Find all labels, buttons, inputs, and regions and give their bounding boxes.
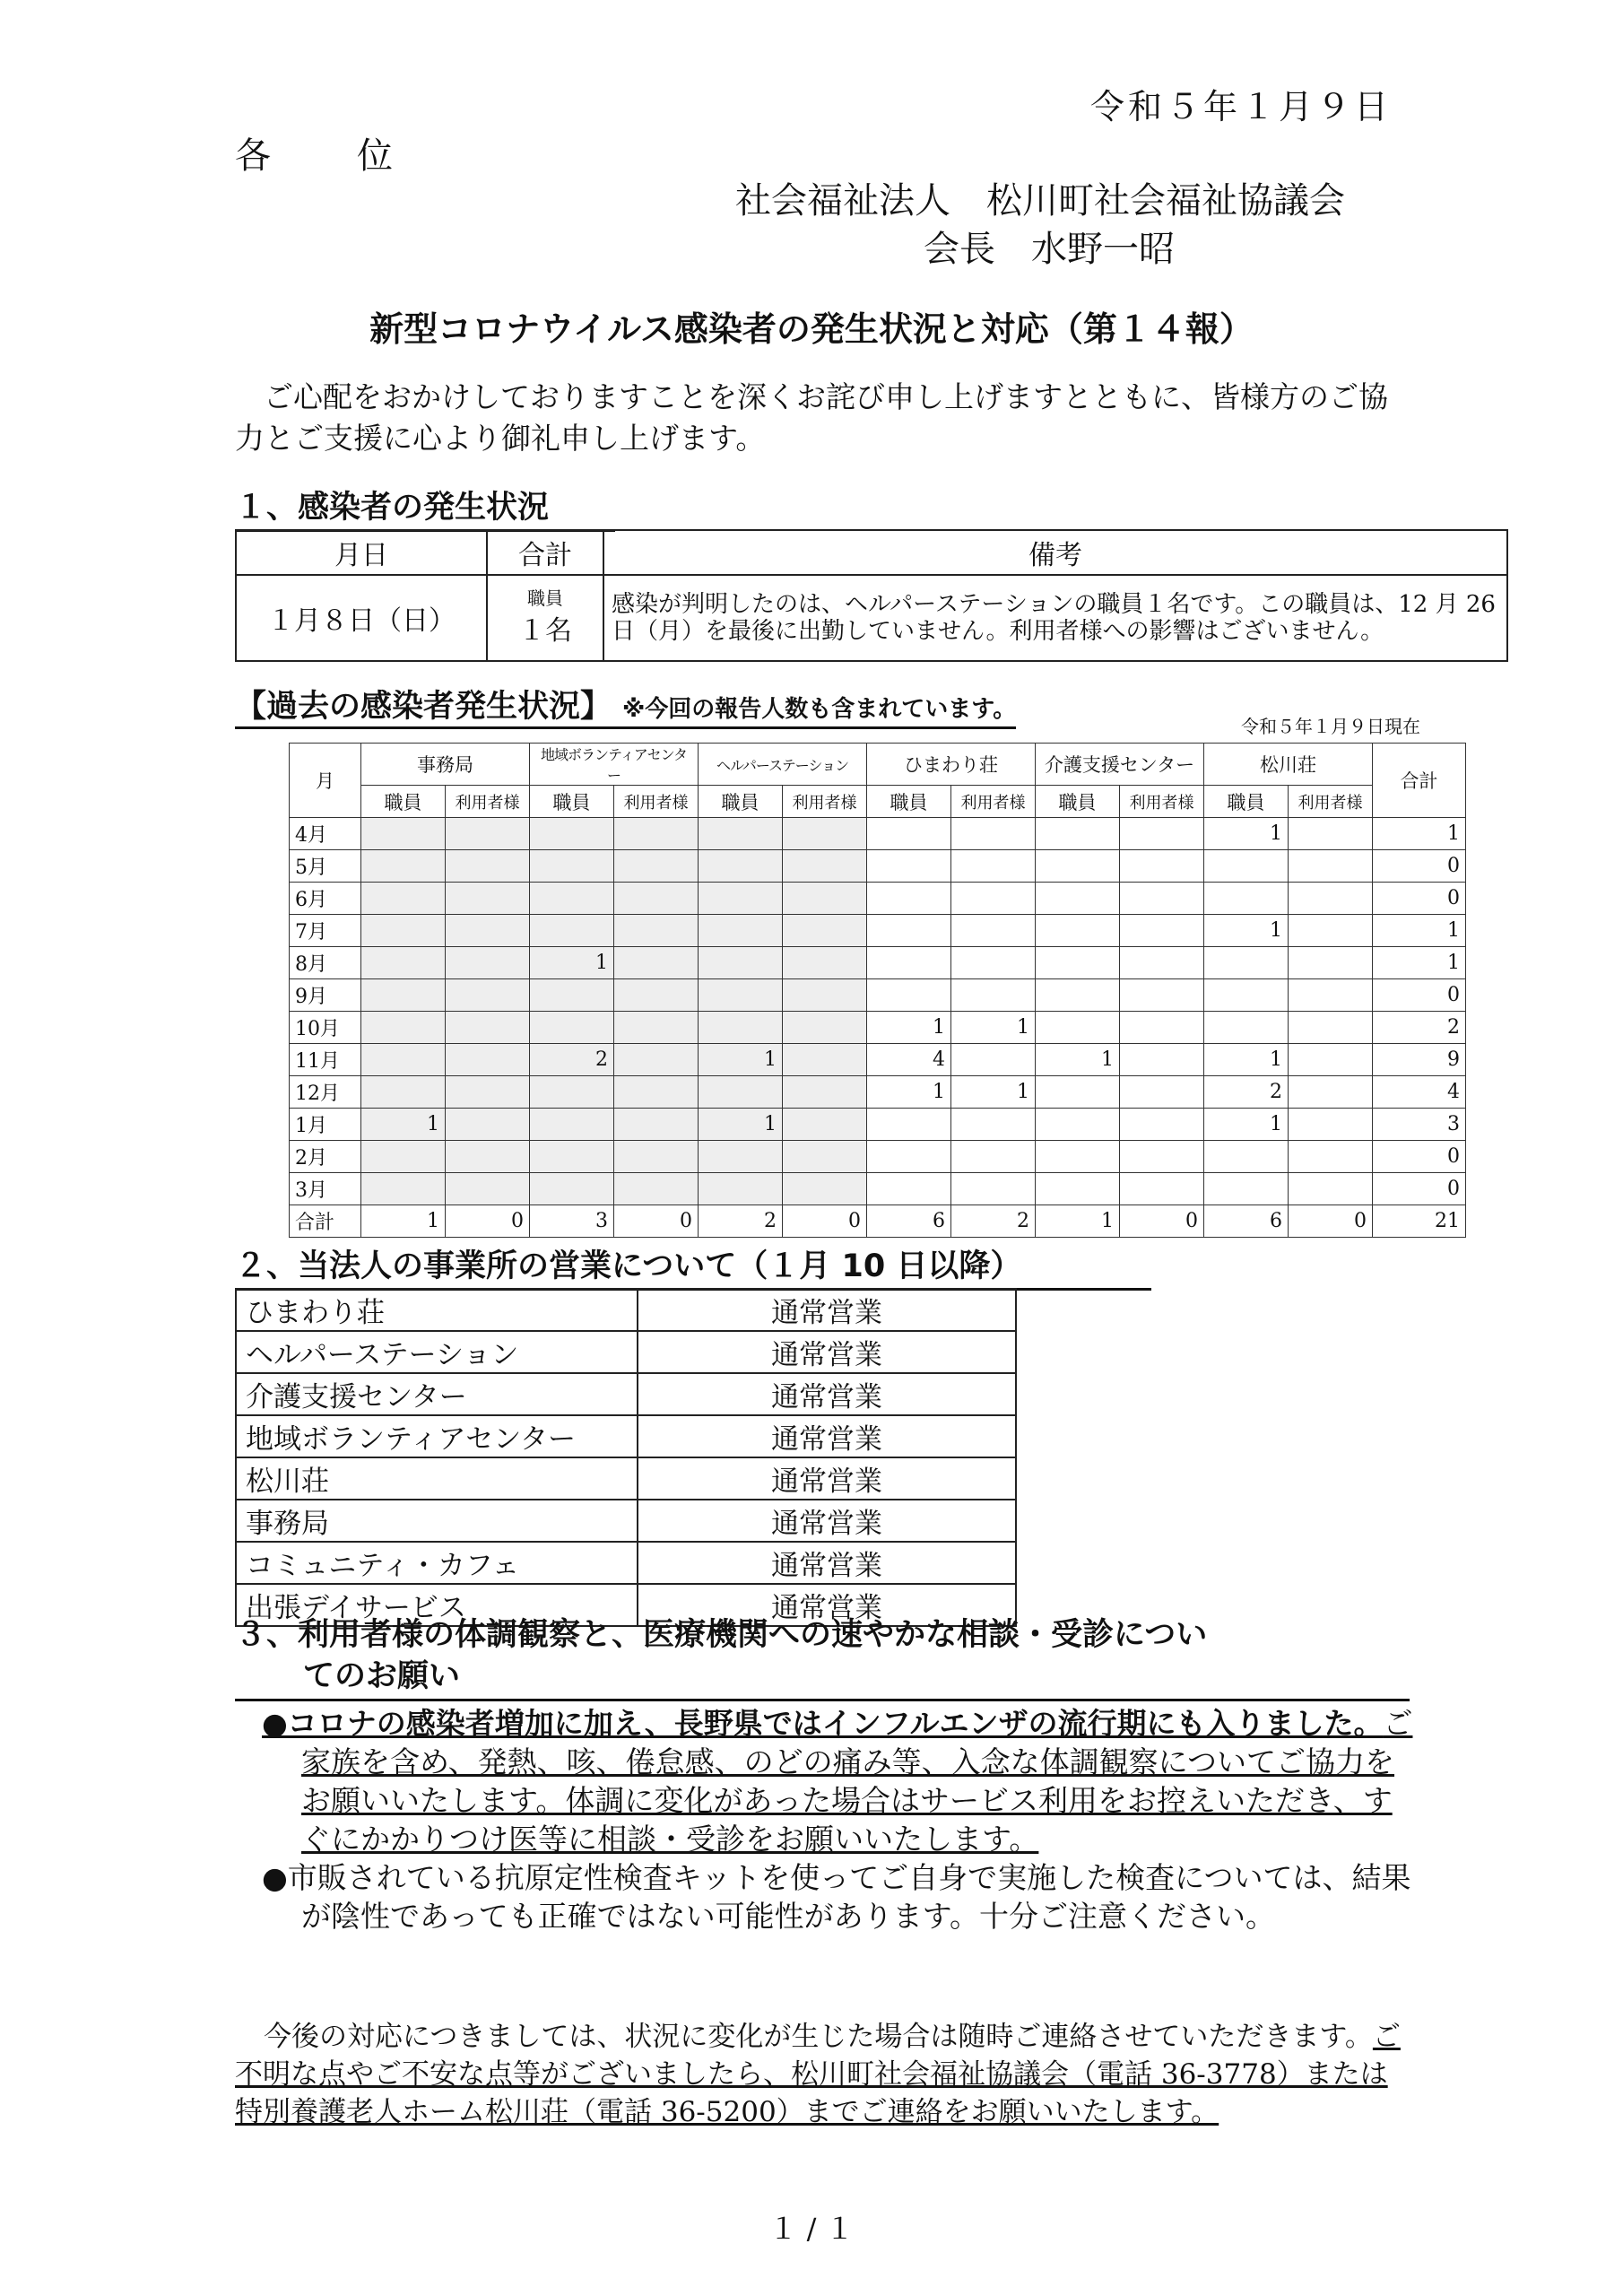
table-row (236, 1457, 1016, 1500)
table-row (236, 1542, 1016, 1584)
count-cell (614, 883, 699, 915)
table-row (290, 850, 1466, 883)
table-row (236, 1289, 1016, 1331)
count-cell (530, 1173, 614, 1205)
count-cell (361, 979, 446, 1012)
count-cell (867, 1109, 951, 1141)
section1-heading: １、感染者の発生状況 (235, 483, 615, 532)
facility-header: ひまわり荘 (867, 744, 1036, 786)
count-cell (361, 883, 446, 915)
count-cell (1036, 915, 1120, 947)
count-cell (614, 1012, 699, 1044)
facility-name: ひまわり荘 (236, 1289, 638, 1331)
row-total-cell: 1 (1373, 915, 1466, 947)
count-cell: 1 (1036, 1205, 1120, 1238)
month-cell: 10月 (290, 1012, 361, 1044)
month-header: 月 (290, 744, 361, 818)
count-cell (867, 883, 951, 915)
count-cell (951, 1109, 1036, 1141)
user-subheader: 利用者様 (1289, 786, 1373, 818)
count-cell (614, 1173, 699, 1205)
count-cell (867, 1173, 951, 1205)
business-status: 通常営業 (638, 1373, 1016, 1415)
count-cell (1289, 1141, 1373, 1173)
table-row (290, 1012, 1466, 1044)
col-header-total: 合計 (487, 530, 603, 575)
facility-name: コミュニティ・カフェ (236, 1542, 638, 1584)
count-cell (614, 1044, 699, 1076)
user-subheader: 利用者様 (1120, 786, 1204, 818)
row-total-cell: 2 (1373, 1012, 1466, 1044)
count-cell: 0 (446, 1205, 530, 1238)
table-row (290, 915, 1466, 947)
count-cell (699, 979, 783, 1012)
count-cell (446, 818, 530, 850)
col-header-date: 月日 (236, 530, 487, 575)
subheader-row (290, 786, 1466, 818)
bullet1-text: ご家族を含め、発熱、咳、倦怠感、のどの痛み等、入念な体調観察についてご協力をお願いいたします。体調に変化があった場合はサービス利用をお控えいただき、すぐにかかりつけ医等に相談・受診をお願いいたします。 (301, 1706, 1413, 1857)
user-subheader: 利用者様 (951, 786, 1036, 818)
count-cell (614, 818, 699, 850)
infection-count-label: 職員 (527, 587, 563, 609)
section3-heading-line2: てのお願い (303, 1658, 461, 1694)
count-cell (1289, 1044, 1373, 1076)
count-cell (446, 1173, 530, 1205)
count-cell (1204, 979, 1289, 1012)
count-cell: 0 (614, 1205, 699, 1238)
row-total-cell: 0 (1373, 883, 1466, 915)
business-status: 通常営業 (638, 1457, 1016, 1500)
row-total-cell: 0 (1373, 1141, 1466, 1173)
count-cell (867, 818, 951, 850)
count-cell (699, 915, 783, 947)
month-cell: 8月 (290, 947, 361, 979)
count-cell (446, 1044, 530, 1076)
count-cell (530, 1012, 614, 1044)
business-status: 通常営業 (638, 1542, 1016, 1584)
row-total-cell: 9 (1373, 1044, 1466, 1076)
count-cell (1289, 1012, 1373, 1044)
count-cell (699, 850, 783, 883)
count-cell (1289, 1109, 1373, 1141)
chairman-name: 会長 水野一昭 (924, 229, 1175, 270)
document-date: 令和５年１月９日 (1089, 87, 1392, 126)
infection-note: 感染が判明したのは、ヘルパーステーションの職員１名です。この職員は、12 月 26 日（月）を最後に出勤していません。利用者様への影響はございません。 (603, 575, 1507, 661)
month-cell: 3月 (290, 1173, 361, 1205)
month-cell: 6月 (290, 883, 361, 915)
facility-name: 松川荘 (236, 1457, 638, 1500)
count-cell (446, 915, 530, 947)
count-cell (1036, 883, 1120, 915)
facility-name: 地域ボランティアセンター (236, 1415, 638, 1457)
count-cell (1289, 1173, 1373, 1205)
count-cell (446, 883, 530, 915)
facility-name: 事務局 (236, 1500, 638, 1542)
month-cell: 11月 (290, 1044, 361, 1076)
col-header-note: 備考 (603, 530, 1507, 575)
business-status: 通常営業 (638, 1415, 1016, 1457)
month-cell: 4月 (290, 818, 361, 850)
row-total-cell: 0 (1373, 850, 1466, 883)
count-cell (1036, 1012, 1120, 1044)
table-row (236, 1415, 1016, 1457)
past-infections-table (289, 743, 1466, 1238)
count-cell (783, 850, 867, 883)
count-cell (1036, 979, 1120, 1012)
count-cell: 1 (699, 1044, 783, 1076)
month-cell: 合計 (290, 1205, 361, 1238)
count-cell (699, 1012, 783, 1044)
staff-subheader: 職員 (867, 786, 951, 818)
bullet1-bold: ●コロナの感染者増加に加え、長野県ではインフルエンザの流行期にも入りました。 (262, 1706, 1384, 1741)
total-row (290, 1205, 1466, 1238)
infection-count-cell (487, 575, 603, 661)
count-cell (361, 1012, 446, 1044)
count-cell (1289, 883, 1373, 915)
count-cell (614, 979, 699, 1012)
count-cell (1036, 850, 1120, 883)
staff-subheader: 職員 (530, 786, 614, 818)
count-cell: 4 (867, 1044, 951, 1076)
count-cell (530, 1141, 614, 1173)
count-cell: 1 (1204, 1044, 1289, 1076)
user-subheader: 利用者様 (614, 786, 699, 818)
business-status: 通常営業 (638, 1289, 1016, 1331)
month-cell: 1月 (290, 1109, 361, 1141)
bullet-item (262, 1704, 1415, 1858)
month-cell: 12月 (290, 1076, 361, 1109)
count-cell (1204, 1012, 1289, 1044)
table-row (236, 1373, 1016, 1415)
count-cell (867, 947, 951, 979)
row-total-cell: 1 (1373, 947, 1466, 979)
section3-heading-line1: ３、利用者様の体調観察と、医療機関への速やかな相談・受診につい (235, 1617, 1208, 1653)
count-cell (783, 1012, 867, 1044)
table-row (236, 1500, 1016, 1542)
bullet-item (262, 1858, 1415, 1935)
count-cell (614, 915, 699, 947)
count-cell (614, 1076, 699, 1109)
count-cell (446, 1012, 530, 1044)
count-cell (1289, 947, 1373, 979)
page-title: 新型コロナウイルス感染者の発生状況と対応（第１４報） (369, 309, 1254, 349)
section3-heading (235, 1614, 1410, 1701)
count-cell (1036, 947, 1120, 979)
facility-header: 介護支援センター (1036, 744, 1204, 786)
count-cell (951, 850, 1036, 883)
count-cell (530, 818, 614, 850)
request-bullets (262, 1704, 1415, 1935)
row-total-cell: 4 (1373, 1076, 1466, 1109)
count-cell (951, 818, 1036, 850)
facility-name: 介護支援センター (236, 1373, 638, 1415)
infection-count: １名 (518, 615, 572, 647)
count-cell (1036, 1141, 1120, 1173)
count-cell (1120, 1173, 1204, 1205)
count-cell (361, 1044, 446, 1076)
closing-text-b: ご不明な点やご不安な点等がございましたら、松川町社会福祉協議会（電話 36-3778）または特別養護老人ホーム松川荘（電話 36-5200）までご連絡をお願いいたします。 (235, 2021, 1401, 2128)
count-cell (783, 915, 867, 947)
business-status-body (236, 1289, 1016, 1626)
count-cell (951, 1141, 1036, 1173)
count-cell (1120, 1012, 1204, 1044)
business-status-table (235, 1288, 1017, 1627)
count-cell (1204, 850, 1289, 883)
count-cell (361, 818, 446, 850)
facility-header: ヘルパーステーション (699, 744, 867, 786)
count-cell: 1 (1204, 915, 1289, 947)
count-cell (361, 1141, 446, 1173)
count-cell (530, 883, 614, 915)
count-cell: 3 (530, 1205, 614, 1238)
count-cell (783, 947, 867, 979)
past-status-title: 【過去の感染者発生状況】 (235, 689, 612, 725)
count-cell: 0 (783, 1205, 867, 1238)
count-cell (361, 947, 446, 979)
count-cell (614, 850, 699, 883)
infection-date: １月８日（日） (236, 575, 487, 661)
count-cell (699, 947, 783, 979)
count-cell (614, 947, 699, 979)
table-row (290, 979, 1466, 1012)
count-cell (1120, 1109, 1204, 1141)
infection-status-table (235, 529, 1508, 662)
count-cell (951, 979, 1036, 1012)
count-cell (783, 1141, 867, 1173)
table-row (290, 1109, 1466, 1141)
business-status: 通常営業 (638, 1584, 1016, 1626)
count-cell (1204, 1141, 1289, 1173)
past-status-heading (235, 682, 1016, 729)
count-cell (530, 850, 614, 883)
facility-header: 松川荘 (1204, 744, 1373, 786)
organization-name: 社会福祉法人 松川町社会福祉協議会 (735, 180, 1345, 222)
month-cell: 9月 (290, 979, 361, 1012)
count-cell: 6 (867, 1205, 951, 1238)
staff-subheader: 職員 (361, 786, 446, 818)
count-cell (1204, 883, 1289, 915)
table-row (290, 947, 1466, 979)
count-cell: 2 (951, 1205, 1036, 1238)
count-cell (699, 818, 783, 850)
business-status: 通常営業 (638, 1331, 1016, 1373)
count-cell (446, 1109, 530, 1141)
count-cell: 1 (530, 947, 614, 979)
count-cell: 1 (867, 1076, 951, 1109)
user-subheader: 利用者様 (446, 786, 530, 818)
count-cell (361, 1076, 446, 1109)
table-row (290, 1044, 1466, 1076)
count-cell (783, 1044, 867, 1076)
table-row (290, 1141, 1466, 1173)
count-cell (1289, 818, 1373, 850)
recipient: 各 位 (235, 135, 418, 177)
count-cell: 2 (1204, 1076, 1289, 1109)
facility-name: ヘルパーステーション (236, 1331, 638, 1373)
count-cell (530, 915, 614, 947)
count-cell (1289, 850, 1373, 883)
count-cell (361, 915, 446, 947)
facility-header: 地域ボランティアセンター (530, 744, 699, 786)
count-cell: 2 (699, 1205, 783, 1238)
past-table-body (290, 818, 1466, 1238)
facility-name: 出張デイサービス (236, 1584, 638, 1626)
row-total-cell: 21 (1373, 1205, 1466, 1238)
user-subheader: 利用者様 (783, 786, 867, 818)
count-cell (446, 947, 530, 979)
count-cell (361, 850, 446, 883)
row-total-cell: 3 (1373, 1109, 1466, 1141)
count-cell: 0 (1120, 1205, 1204, 1238)
count-cell: 6 (1204, 1205, 1289, 1238)
count-cell (361, 1173, 446, 1205)
past-status-note: ※今回の報告人数も含まれています。 (622, 696, 1017, 723)
count-cell (1036, 818, 1120, 850)
count-cell (530, 1076, 614, 1109)
count-cell (446, 979, 530, 1012)
count-cell (614, 1109, 699, 1141)
count-cell: 1 (1204, 1109, 1289, 1141)
count-cell (1120, 818, 1204, 850)
month-cell: 7月 (290, 915, 361, 947)
count-cell (446, 850, 530, 883)
count-cell (699, 883, 783, 915)
count-cell (1036, 1173, 1120, 1205)
count-cell: 1 (867, 1012, 951, 1044)
count-cell (1120, 1076, 1204, 1109)
count-cell (1120, 915, 1204, 947)
count-cell (446, 1141, 530, 1173)
count-cell (867, 1141, 951, 1173)
count-cell (1120, 947, 1204, 979)
count-cell (1289, 979, 1373, 1012)
count-cell (1036, 1109, 1120, 1141)
count-cell (783, 818, 867, 850)
count-cell (1204, 947, 1289, 979)
count-cell (614, 1141, 699, 1173)
count-cell: 1 (361, 1205, 446, 1238)
count-cell (783, 1109, 867, 1141)
table-row (290, 818, 1466, 850)
count-cell (951, 883, 1036, 915)
count-cell (783, 1173, 867, 1205)
count-cell (1120, 883, 1204, 915)
business-status: 通常営業 (638, 1500, 1016, 1542)
intro-paragraph: ご心配をおかけしておりますことを深くお詫び申し上げますとともに、皆様方のご協力とご支援に心より御礼申し上げます。 (235, 379, 1388, 456)
count-cell: 1 (1204, 818, 1289, 850)
count-cell (699, 1141, 783, 1173)
table-row (290, 1076, 1466, 1109)
count-cell (783, 979, 867, 1012)
table-row (290, 1173, 1466, 1205)
count-cell (530, 979, 614, 1012)
count-cell (1289, 915, 1373, 947)
count-cell: 1 (1036, 1044, 1120, 1076)
row-total-cell: 1 (1373, 818, 1466, 850)
bullet2-text: ●市販されている抗原定性検査キットを使ってご自身で実施した検査については、結果が陰性であっても正確ではない可能性があります。十分ご注意ください。 (262, 1860, 1411, 1934)
count-cell: 2 (530, 1044, 614, 1076)
page-number: １ / １ (768, 2212, 855, 2246)
staff-subheader: 職員 (699, 786, 783, 818)
staff-subheader: 職員 (1204, 786, 1289, 818)
count-cell (1120, 1141, 1204, 1173)
month-cell: 2月 (290, 1141, 361, 1173)
facility-header: 事務局 (361, 744, 530, 786)
table-row (236, 1331, 1016, 1373)
count-cell (951, 1173, 1036, 1205)
count-cell (1120, 850, 1204, 883)
section2-heading: ２、当法人の事業所の営業について（１月 10 日以降） (235, 1241, 1151, 1291)
table-row (290, 883, 1466, 915)
count-cell (867, 915, 951, 947)
count-cell (783, 1076, 867, 1109)
row-total-cell: 0 (1373, 979, 1466, 1012)
count-cell (783, 883, 867, 915)
count-cell (1120, 1044, 1204, 1076)
closing-paragraph (235, 2018, 1410, 2131)
count-cell (699, 1076, 783, 1109)
count-cell (1120, 979, 1204, 1012)
total-header: 合計 (1373, 744, 1466, 818)
count-cell (699, 1173, 783, 1205)
row-total-cell: 0 (1373, 1173, 1466, 1205)
count-cell (867, 850, 951, 883)
month-cell: 5月 (290, 850, 361, 883)
count-cell (951, 915, 1036, 947)
count-cell (1036, 1076, 1120, 1109)
count-cell (446, 1076, 530, 1109)
count-cell: 1 (951, 1076, 1036, 1109)
count-cell (530, 1109, 614, 1141)
count-cell: 1 (361, 1109, 446, 1141)
count-cell (951, 1044, 1036, 1076)
staff-subheader: 職員 (1036, 786, 1120, 818)
count-cell: 1 (699, 1109, 783, 1141)
count-cell: 1 (951, 1012, 1036, 1044)
count-cell (951, 947, 1036, 979)
count-cell (1289, 1076, 1373, 1109)
count-cell (867, 979, 951, 1012)
as-of-date: 令和５年１月９日現在 (1241, 716, 1420, 737)
count-cell: 0 (1289, 1205, 1373, 1238)
count-cell (1204, 1173, 1289, 1205)
closing-text-a: 今後の対応につきましては、状況に変化が生じた場合は随時ご連絡させていただきます。 (264, 2021, 1373, 2053)
